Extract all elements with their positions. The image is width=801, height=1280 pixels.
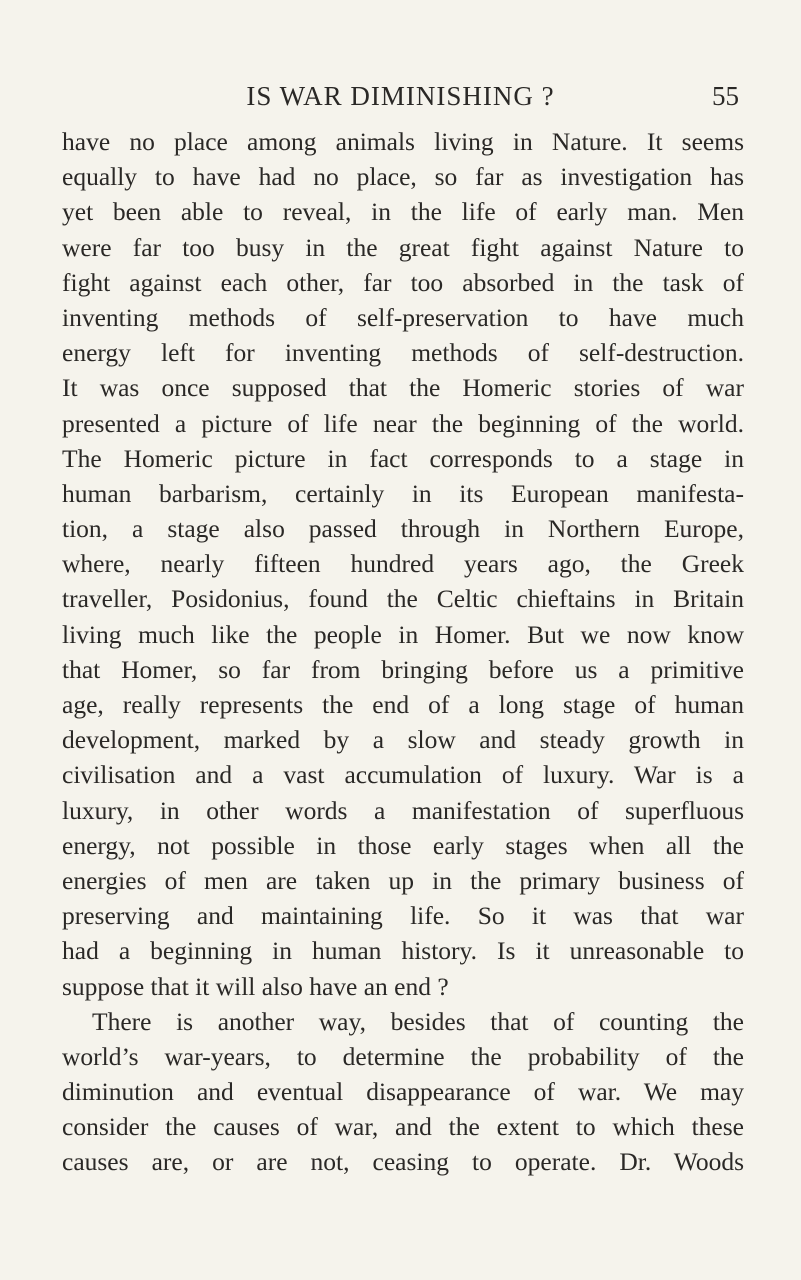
text-line: causes are, or are not, ceasing to operate. Dr. Woods bbox=[62, 1147, 744, 1177]
text-line: that Homer, so far from bringing before us a primitive bbox=[62, 654, 744, 684]
text-line: were far too busy in the great fight against Nature to bbox=[62, 232, 744, 262]
text-line: yet been able to reveal, in the life of early man. Men bbox=[62, 197, 744, 227]
page-number: 55 bbox=[712, 81, 739, 111]
paragraph-end-line: suppose that it will also have an end ? bbox=[62, 971, 449, 1001]
text-line: equally to have had no place, so far as investigation has bbox=[62, 162, 744, 192]
running-head bbox=[0, 74, 801, 118]
text-line: preserving and maintaining life. So it was that war bbox=[62, 901, 744, 931]
text-line: consider the causes of war, and the extent to which these bbox=[62, 1112, 744, 1142]
text-line: energy, not possible in those early stages when all the bbox=[62, 830, 744, 860]
text-line: age, really represents the end of a long stage of human bbox=[62, 690, 744, 719]
text-line: living much like the people in Homer. But we now know bbox=[62, 619, 744, 649]
text-line: energy left for inventing methods of self-destruction. bbox=[62, 338, 744, 368]
body-text bbox=[62, 124, 744, 1180]
text-line: fight against each other, far too absorbed in the task of bbox=[62, 267, 744, 297]
text-line: presented a picture of life near the beginning of the world. bbox=[62, 408, 744, 438]
text-line: luxury, in other words a manifestation of superfluous bbox=[62, 795, 744, 825]
running-title: IS WAR DIMINISHING ? bbox=[246, 81, 555, 111]
text-line: tion, a stage also passed through in Northern Europe, bbox=[62, 514, 744, 544]
text-line: where, nearly fifteen hundred years ago, the Greek bbox=[62, 549, 744, 579]
text-line: civilisation and a vast accumulation of luxury. War is a bbox=[62, 760, 744, 790]
text-line: had a beginning in human history. Is it unreasonable to bbox=[62, 936, 744, 966]
paragraph-start-line: There is another way, besides that of counting the bbox=[92, 1006, 744, 1036]
text-line: energies of men are taken up in the primary business of bbox=[62, 865, 744, 895]
text-line: traveller, Posidonius, found the Celtic chieftains in Britain bbox=[62, 584, 744, 614]
text-line: world’s war-years, to determine the probability of the bbox=[62, 1041, 744, 1071]
text-line: inventing methods of self-preservation to have much bbox=[62, 302, 744, 332]
text-line: diminution and eventual disappearance of war. We may bbox=[62, 1077, 744, 1107]
text-line: It was once supposed that the Homeric stories of war bbox=[62, 373, 744, 403]
text-line: have no place among animals living in Nature. It seems bbox=[62, 127, 744, 156]
text-line: development, marked by a slow and steady growth in bbox=[62, 725, 744, 755]
text-line: The Homeric picture in fact corresponds to a stage in bbox=[62, 443, 744, 473]
text-line: human barbarism, certainly in its European manifesta- bbox=[62, 478, 744, 508]
